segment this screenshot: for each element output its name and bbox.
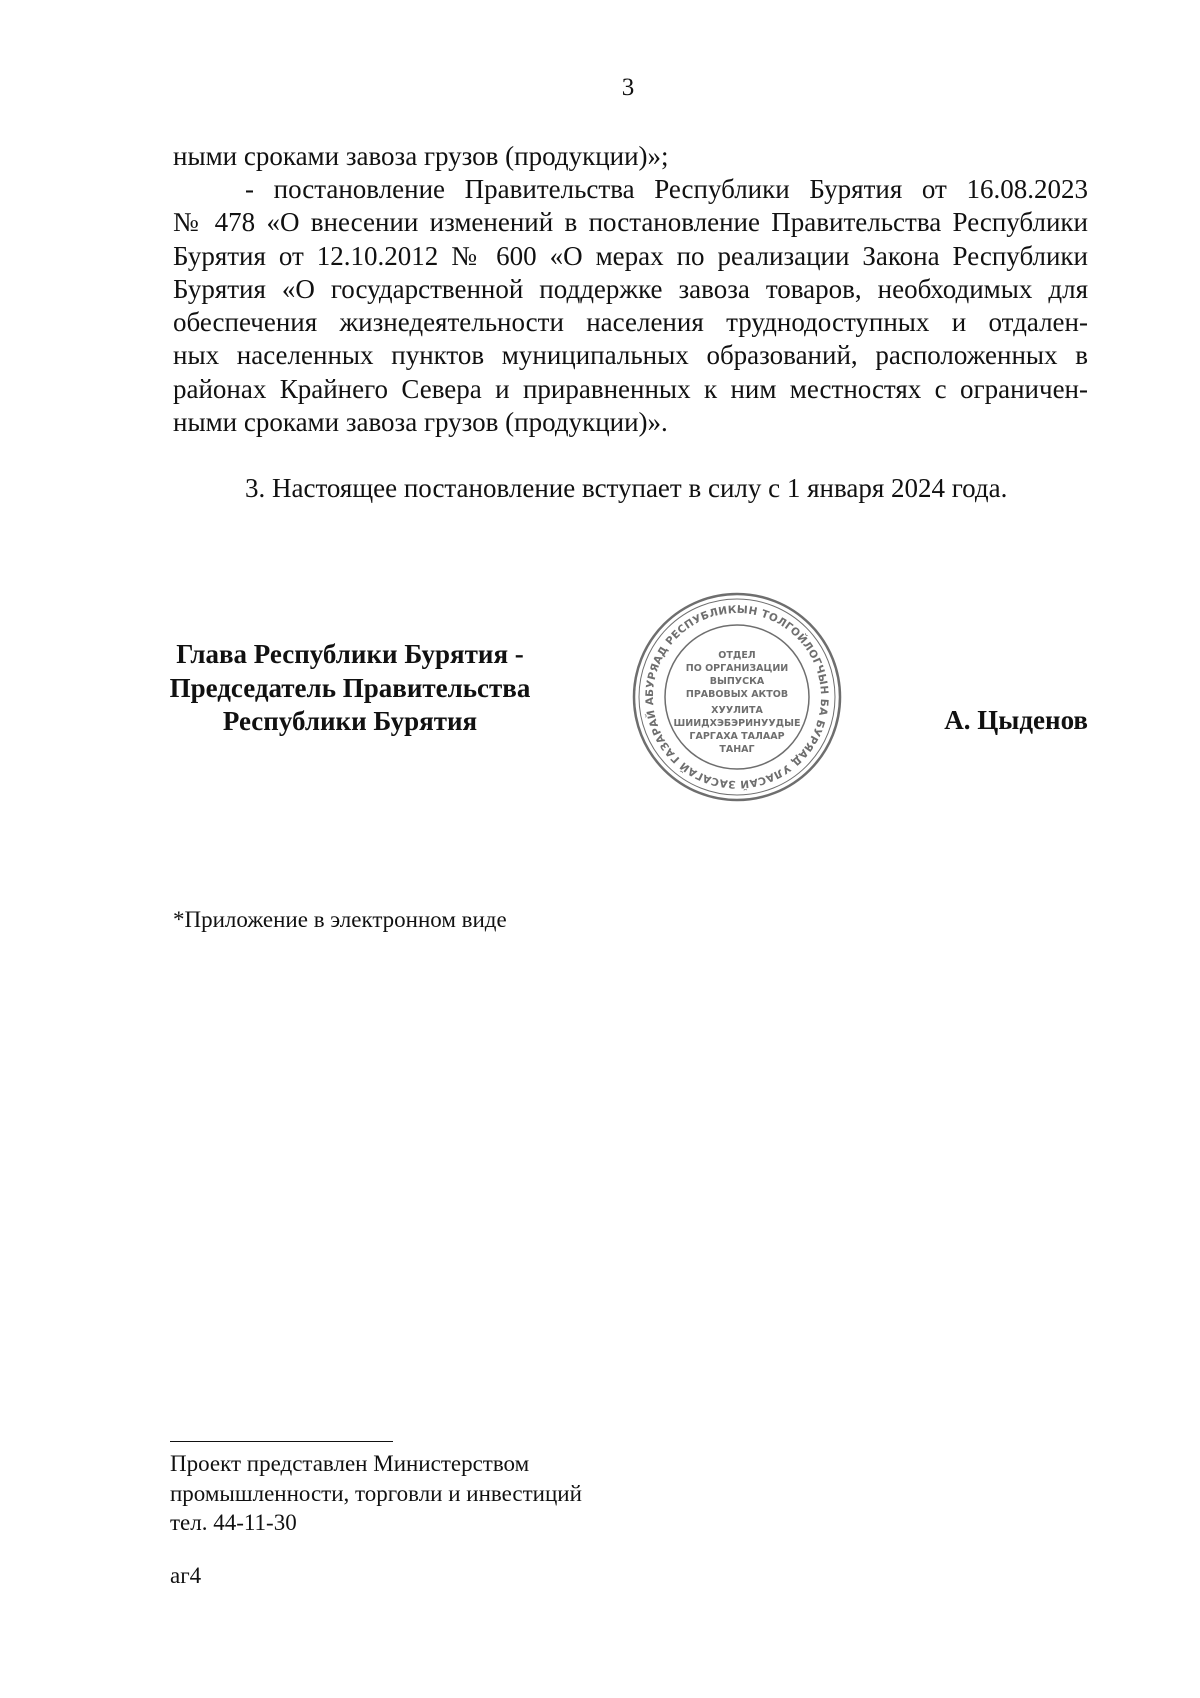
footnote-line: промышленности, торговли и инвестиций: [170, 1480, 582, 1506]
footnote: [170, 1449, 582, 1538]
seal-ring-text: БУРЯАД РЕСПУБЛИКЫН ТОЛГОЙЛОГЧЫН БА БУРЯАД УЛАСАЙ ЗАСАГАЙ ГАЗАРАЙ А: [643, 603, 831, 791]
footnote-divider: [170, 1441, 393, 1442]
seal-center-line: ПРАВОВЫХ АКТОВ: [685, 689, 789, 700]
paragraph-effective-date: 3. Настоящее постановление вступает в силу с 1 января 2024 года.: [245, 473, 1008, 503]
appendix-note: *Приложение в электронном виде: [173, 907, 507, 932]
seal-center-line: ГАРГАХА ТАЛААР: [689, 731, 785, 742]
signatory-title-line: Глава Республики Бурятия -: [176, 639, 524, 669]
signatory-title: [140, 638, 560, 739]
signatory-name: А. Цыденов: [944, 705, 1088, 735]
signatory-title-line: Председатель Правительства: [169, 672, 531, 703]
seal-center-line: ШИИДХЭБЭРИНУУДЫЕ: [673, 718, 801, 729]
paragraph-line: ных населенных пунктов муниципальных образований, расположенных в: [173, 340, 1088, 371]
paragraph-resolution-list: [173, 173, 1088, 439]
signatory-title-line: Республики Бурятия: [222, 706, 478, 736]
official-seal: [630, 590, 844, 804]
seal-center-line: ХУУЛИТА: [711, 705, 763, 716]
paragraph-line: Бурятия «О государственной поддержке завоза товаров, необходимых для: [173, 273, 1088, 304]
footnote-line: тел. 44-11-30: [170, 1510, 297, 1535]
seal-center-line: ОТДЕЛ: [718, 650, 756, 661]
paragraph-line: № 478 «О внесении изменений в постановление Правительства Республики: [173, 207, 1088, 238]
paragraph-line: Бурятия от 12.10.2012 № 600 «О мерах по реализации Закона Республики: [173, 240, 1088, 271]
paragraph-line: обеспечения жизнедеятельности населения труднодоступных и отдален-: [173, 307, 1088, 338]
paragraph-line: ными сроками завоза грузов (продукции)».: [173, 407, 668, 438]
document-code: аг4: [170, 1563, 202, 1588]
body-line-continuation: ными сроками завоза грузов (продукции)»;: [173, 141, 669, 171]
seal-center-line: ПО ОРГАНИЗАЦИИ: [685, 663, 789, 674]
seal-center-line: ВЫПУСКА: [709, 676, 765, 687]
seal-graphic: [630, 590, 844, 804]
paragraph-line: - постановление Правительства Республики Бурятия от 16.08.2023: [245, 174, 1088, 204]
seal-center-line: ТАНАГ: [719, 744, 755, 755]
footnote-line: Проект представлен Министерством: [170, 1451, 530, 1476]
paragraph-line: районах Крайнего Севера и приравненных к ним местностях с ограничен-: [173, 373, 1088, 404]
page-number: 3: [621, 74, 635, 101]
